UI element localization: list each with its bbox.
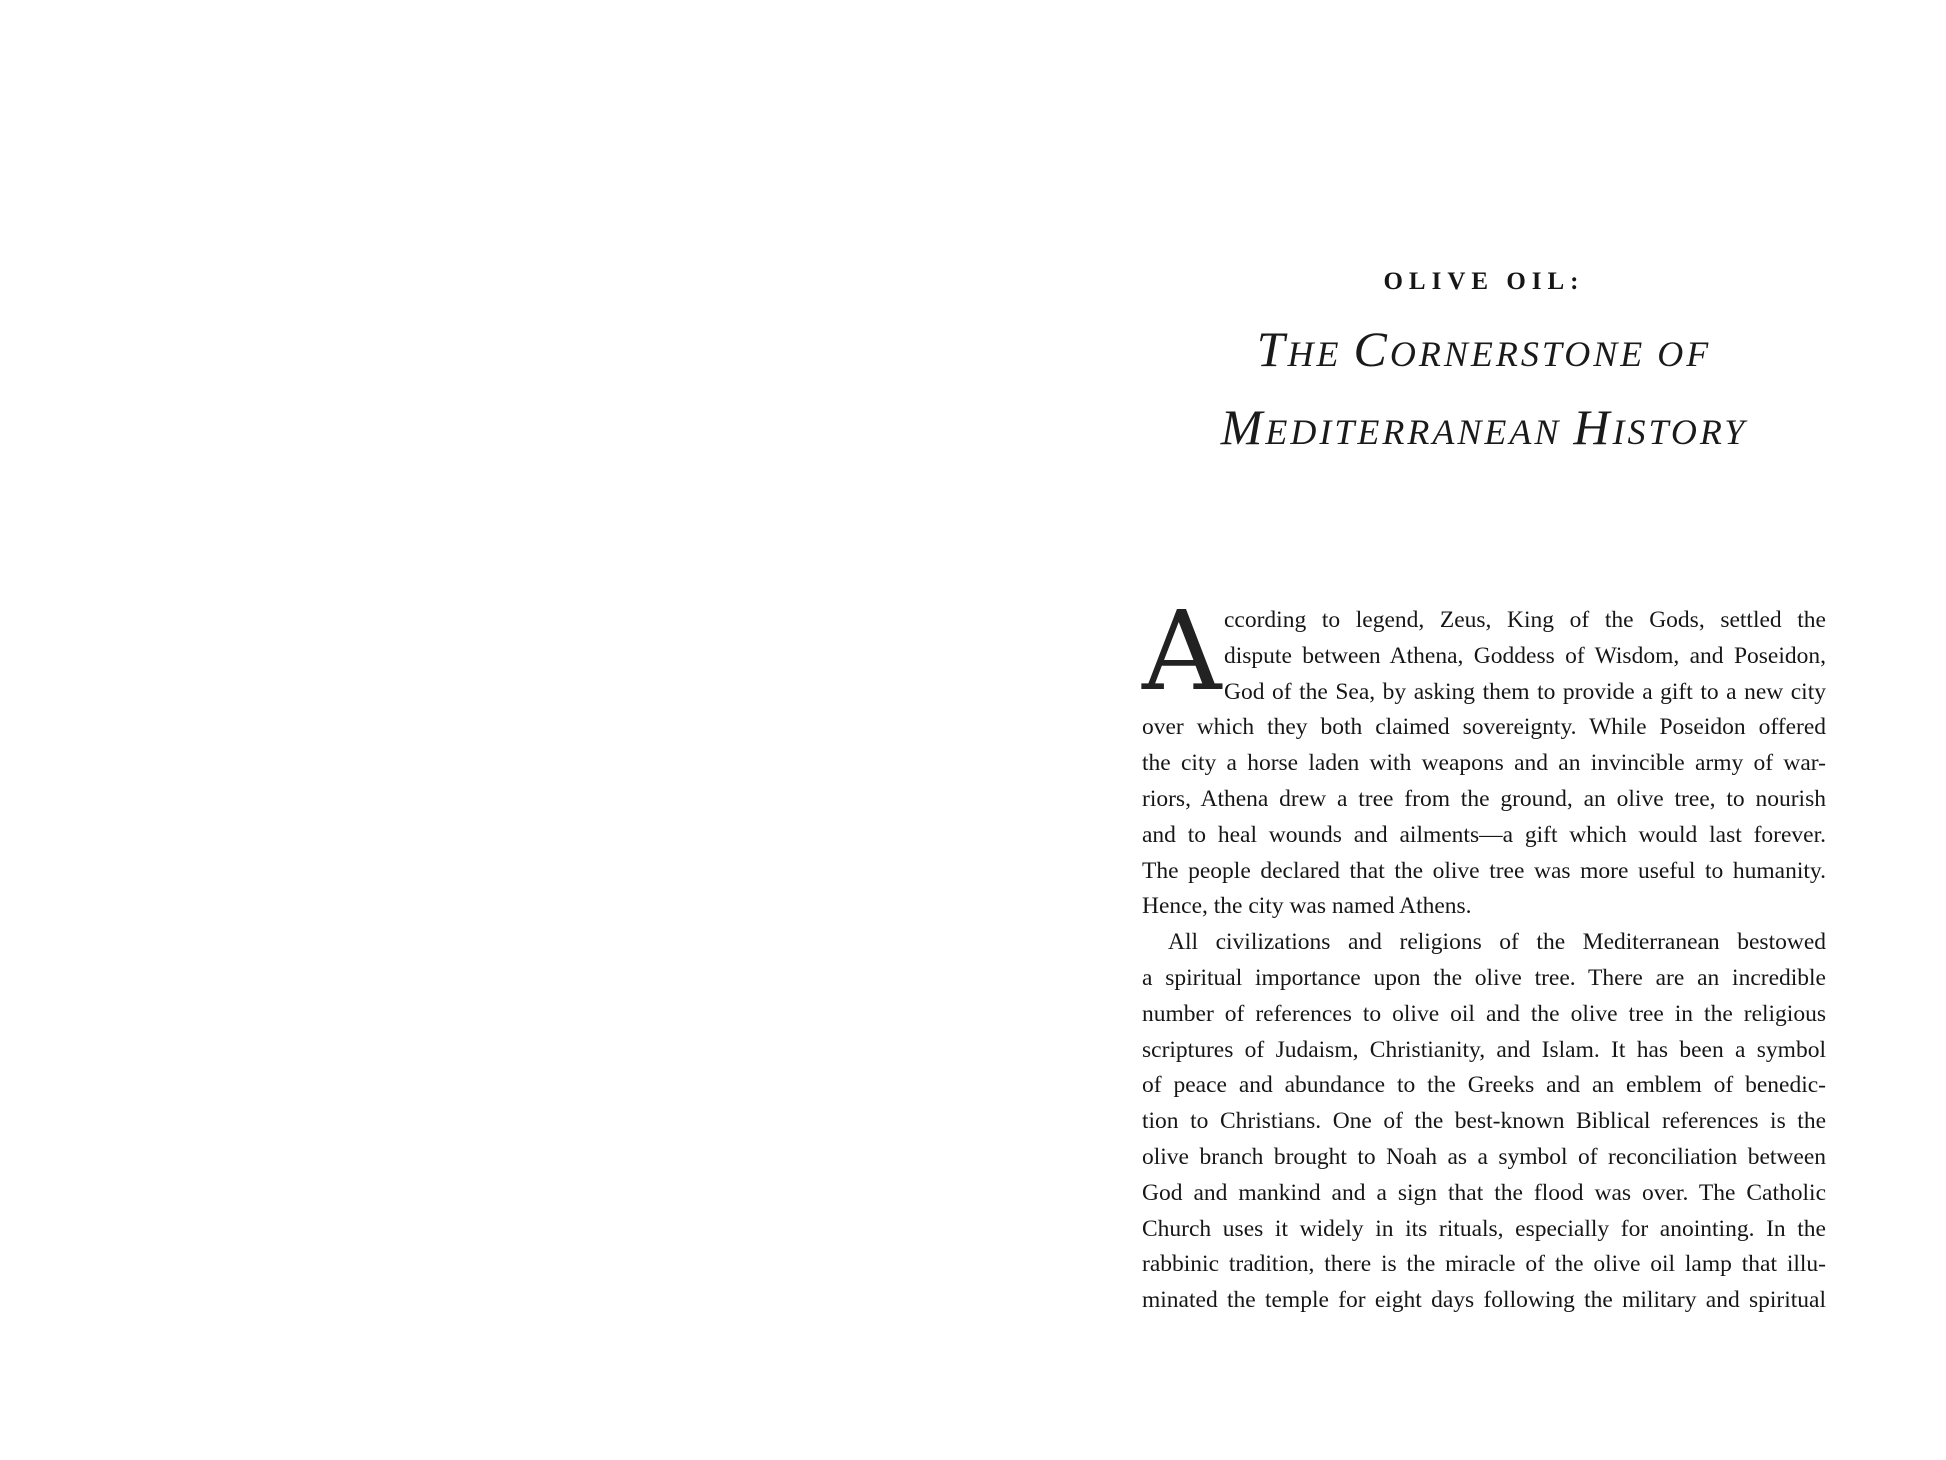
title-small-caps: ISTORY [1612,412,1748,452]
paragraph [1142,925,1826,1319]
body-line: All civilizations and religions of the Mediterranean bestowed [1168,929,1826,956]
body-line: number of references to olive oil and the olive tree in the religious [1142,1000,1826,1027]
body-line: rabbinic tradition, there is the miracle of the olive oil lamp that illu- [1142,1251,1826,1278]
title-small-caps: OF [1657,334,1712,374]
chapter-kicker: OLIVE OIL: [1383,268,1585,295]
body-line: dispute between Athena, Goddess of Wisdom, and Poseidon, [1224,642,1826,669]
body-line: riors, Athena drew a tree from the ground, an olive tree, to nourish [1142,785,1826,812]
drop-cap: A [1142,587,1222,715]
body-line: tion to Christians. One of the best-known Biblical references is the [1142,1108,1826,1135]
body-line: The people declared that the olive tree was more useful to humanity. [1142,857,1826,884]
paragraph [1142,587,1826,925]
title-big-cap: H [1573,399,1613,455]
body-line: of peace and abundance to the Greeks and an emblem of benedic- [1142,1072,1826,1099]
body-line: and to heal wounds and ailments—a gift which would last forever. [1142,821,1826,848]
title-big-cap: M [1220,399,1266,455]
body-line: ccording to legend, Zeus, King of the Gods, settled the [1224,607,1826,633]
title-small-caps: HE [1287,334,1354,374]
title-big-cap: C [1353,321,1390,377]
title-small-caps: ORNERSTONE [1389,334,1658,374]
body-line: Hence, the city was named Athens. [1142,893,1472,920]
body-text-column [1142,587,1826,1319]
body-line: Church uses it widely in its rituals, especially for anointing. In the [1142,1215,1826,1242]
body-line: over which they both claimed sovereignty. While Poseidon offered [1142,714,1826,741]
title-small-caps: EDITERRANEAN [1265,412,1574,452]
chapter-title-line-1 [1092,321,1876,387]
body-line: minated the temple for eight days following the military and spiritual [1142,1287,1826,1314]
body-line: scriptures of Judaism, Christianity, and Islam. It has been a symbol [1142,1036,1826,1063]
body-line: olive branch brought to Noah as a symbol of reconciliation between [1142,1143,1826,1170]
title-big-cap: T [1256,321,1288,377]
chapter-title-line-2 [1092,399,1876,465]
body-line: God of the Sea, by asking them to provide a gift to a new city [1224,678,1826,705]
body-line: the city a horse laden with weapons and an invincible army of war- [1142,750,1826,777]
body-line: a spiritual importance upon the olive tree. There are an incredible [1142,964,1826,991]
body-line: God and mankind and a sign that the flood was over. The Catholic [1142,1179,1826,1206]
